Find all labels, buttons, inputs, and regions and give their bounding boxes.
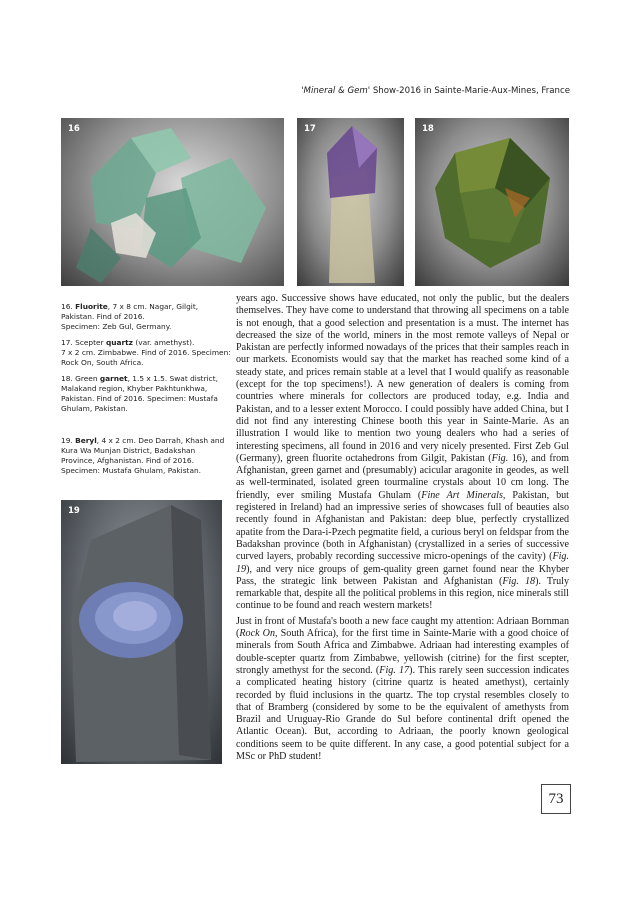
figure-reference: Fig. 19 bbox=[236, 551, 569, 575]
caption-specimen: Specimen: Zeb Gul, Germany. bbox=[61, 322, 172, 331]
company-name: Rock On bbox=[239, 628, 276, 640]
caption-details: , 4 x 2 cm. Deo Darrah, Khash and Kura Wa Munjan District, Badakshan Province, Afghanistan. Find of 2016. Specimen: Mustafa Ghulam, Pakistan. bbox=[61, 436, 225, 475]
paragraph-2 bbox=[236, 616, 569, 764]
caption-19 bbox=[61, 436, 231, 476]
caption-details: (var. amethyst). bbox=[132, 338, 195, 347]
caption-mineral-name: Fluorite bbox=[75, 302, 108, 311]
photo-number: 17 bbox=[304, 124, 316, 134]
figure-reference: Fig. bbox=[491, 452, 509, 464]
figure-reference-number: 16 bbox=[508, 452, 522, 464]
caption-16 bbox=[61, 302, 231, 332]
fluorite-crystal-right bbox=[181, 158, 266, 263]
caption-mineral-name: Beryl bbox=[75, 436, 97, 445]
photo-beryl bbox=[61, 500, 222, 764]
text-run: ). This rarely seen succession indicates a complicated heating history (citrine quartz is heated amethyst), certainly recorded by fluid inclusions in the quartz. The top crystal resembles closely to that of Bramberg (considered by some to be the equivalent of amethysts from Brazil and Uruguay-Rio Grande do Sul before continental drift opened the Atlantic Ocean). But, according to Adriaan, the poorly known geological conditions seem to be quite different. In any case, a good potential subject for a MSc or PhD student! bbox=[236, 664, 569, 762]
page-number: 73 bbox=[541, 784, 571, 814]
photo-number: 16 bbox=[68, 124, 80, 134]
text-run: Just in front of Mustafa's booth a new face caught my attention: Adriaan Bornman ( bbox=[236, 615, 569, 640]
company-name: Fine Art Minerals bbox=[421, 489, 503, 501]
photo-scepter-quartz bbox=[297, 118, 404, 286]
caption-mineral-name: quartz bbox=[105, 338, 133, 347]
text-run: , South Africa), for the first time in Sainte-Marie with a good choice of minerals from South Africa and Zimbabwe. Adriaan had interesting examples of double-scepter quartz from Zimbabwe, yellowish (citrine) for the first scepter, strongly amethyst for the second. ( bbox=[236, 628, 569, 676]
photo-fluorite bbox=[61, 118, 284, 286]
photo-green-garnet bbox=[415, 118, 569, 286]
text-run: ). Truly remarkable that, despite all the political problems in this region, nice minerals still continue to be found and reach western markets! bbox=[236, 575, 569, 612]
text-run: , Pakistan, but registered in Ireland) had an impressive series of showcases full of beauties also recently found in Afghanistan and Pakistan: deep blue, perfectly crystallized apatite from the Dara-i-Pzech pegmatite field, a curious beryl on feldspar from the Badakshan province (both in Afghanistan) (crystallized in a series of successive curved layers, probably recording successive micro-openings of the cavity) ( bbox=[236, 489, 569, 563]
beryl-specimen-illustration bbox=[61, 500, 222, 764]
fluorite-specimen-illustration bbox=[61, 118, 284, 286]
article-body bbox=[236, 293, 569, 766]
running-header-rest: Show-2016 in Sainte-Marie-Aux-Mines, France bbox=[370, 86, 570, 96]
text-run: ), and very nice groups of gem-quality green garnet found near the Khyber Pass, the strategic link between Pakistan and Afghanistan ( bbox=[236, 563, 569, 587]
figure-captions bbox=[61, 302, 231, 482]
caption-name-pre: Green bbox=[75, 374, 100, 383]
paragraph-1 bbox=[236, 293, 569, 613]
text-run: years ago. Successive shows have educated, not only the public, but the dealers themselves. They have come to understand that throwing all specimens on a table is not enough, that a good selection and presentation is a must. The internet has decreased the size of the world, miners in the most remote valleys of Nepal or Pakistan are perfectly informed nowadays of the prices that their samples reach in our markets. Economists would say that the market has reached some kind of a steady state, and prices remain stable at a level that I would qualify as reasonable (except for the top specimens!). A new generation of dealers is coming from countries where minerals for collectors are produced today, e.g. India and Pakistan, and to a lesser extent Morocco. I could possibly have added China, but I did not find any interesting Chinese booth this year in Sainte-Marie. As an illustration I would like to mention two young dealers who had a series of interesting specimens, all found in 2016 and very nicely presented. First Zeb Gul (Germany), green fluorite octahedrons from Gilgit, Pakistan ( bbox=[236, 293, 569, 464]
caption-details: , 7 x 8 cm. Nagar, Gilgit, Pakistan. Find of 2016. bbox=[61, 302, 199, 321]
caption-number: 17. bbox=[61, 338, 73, 347]
caption-17 bbox=[61, 338, 231, 368]
caption-number: 16. bbox=[61, 302, 73, 311]
caption-number: 18. bbox=[61, 374, 73, 383]
photo-number: 19 bbox=[68, 506, 80, 516]
beryl-layer-inner bbox=[113, 601, 157, 631]
figure-reference: Fig. 18 bbox=[502, 575, 536, 587]
running-header-italic: 'Mineral & Gem' bbox=[301, 86, 371, 96]
caption-specimen: 7 x 2 cm. Zimbabwe. Find of 2016. Specimen: Rock On, South Africa. bbox=[61, 348, 231, 367]
text-run: ), and from Afghanistan, green garnet and (presumably) acicular aragonite in geodes, as well as well-terminated, isolated green tourmaline crystals about 10 cm long. The friendly, ever smiling Mustafa Ghulam ( bbox=[236, 452, 569, 501]
garnet-specimen-illustration bbox=[415, 118, 569, 286]
caption-18 bbox=[61, 374, 231, 414]
photo-number: 18 bbox=[422, 124, 434, 134]
caption-mineral-name: garnet bbox=[99, 374, 128, 383]
caption-number: 19. bbox=[61, 436, 73, 445]
caption-details: , 1.5 x 1.5. Swat district, Malakand region, Khyber Pakhtunkhwa, Pakistan. Find of 2016. Specimen: Mustafa Ghulam, Pakistan. bbox=[61, 374, 218, 413]
caption-name-pre: Scepter bbox=[75, 338, 106, 347]
figure-reference: Fig. 17 bbox=[379, 664, 410, 676]
running-header bbox=[301, 86, 570, 96]
amethyst-scepter bbox=[327, 126, 377, 198]
quartz-specimen-illustration bbox=[297, 118, 404, 286]
